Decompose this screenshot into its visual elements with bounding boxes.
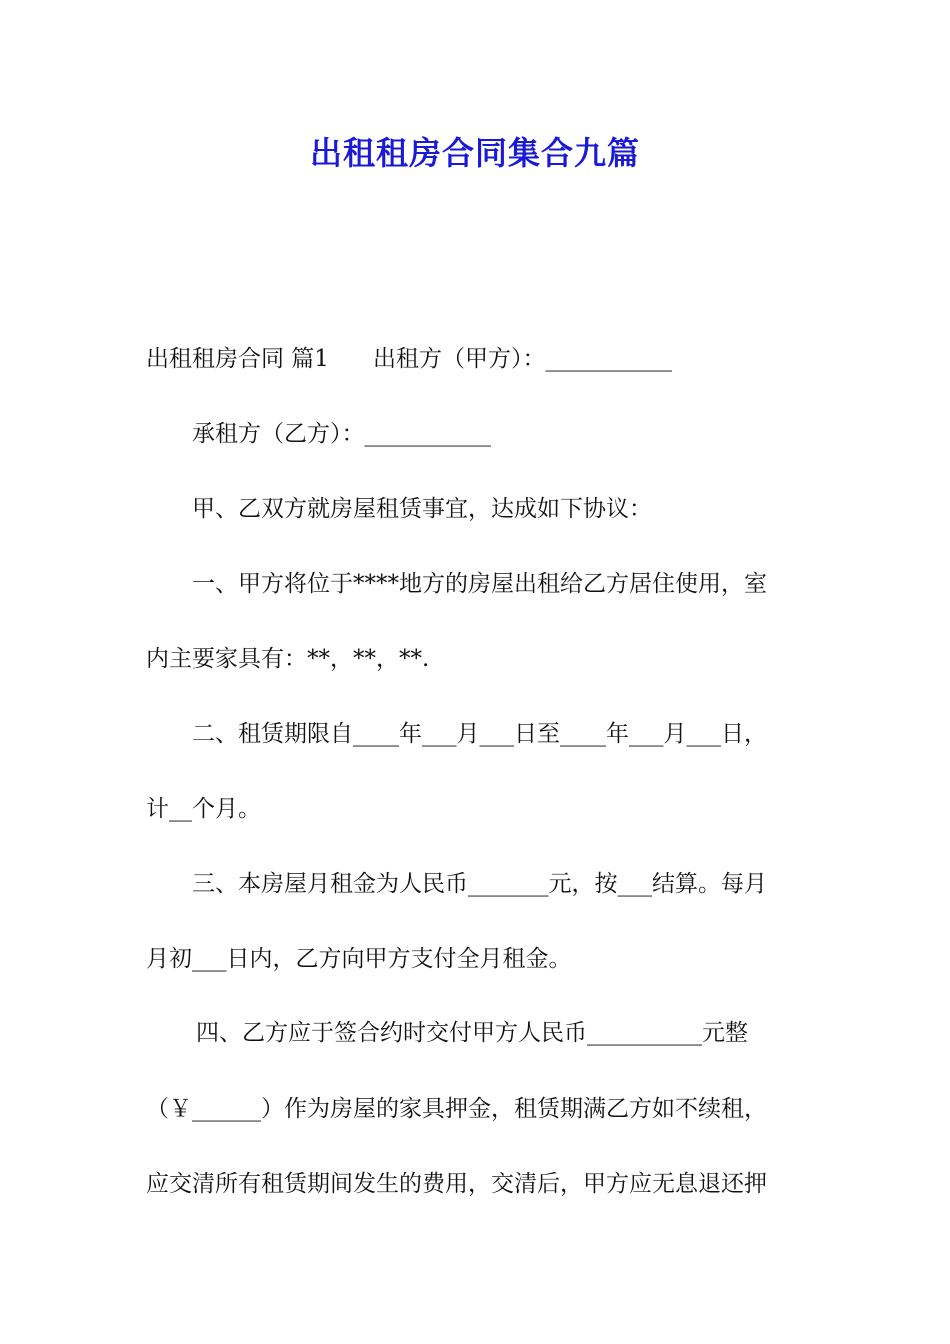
document-title: 出租租房合同集合九篇 [309, 134, 640, 172]
clause-4-line-1: 四、乙方应于签合约时交付甲方人民币__________元整 [196, 1020, 748, 1046]
clause-4-line-3: 应交清所有租赁期间发生的费用，交清后，甲方应无息退还押 [146, 1171, 767, 1197]
clause-2-line-1: 二、租赁期限自____年___月___日至____年___月___日， [192, 721, 767, 747]
clause-2-line-2: 计__个月。 [146, 796, 261, 822]
clause-3-line-1: 三、本房屋月租金为人民币_______元，按___结算。每月 [192, 871, 767, 897]
lessee-line: 承租方（乙方）：___________ [192, 421, 491, 447]
contract-section-label: 出租租房合同 篇1 [146, 346, 329, 372]
contract-heading-line [146, 344, 808, 374]
lessor-field: 出租方（甲方）：___________ [372, 346, 672, 372]
agreement-intro: 甲、乙双方就房屋租赁事宜，达成如下协议： [192, 496, 652, 522]
clause-3-line-2: 月初___日内，乙方向甲方支付全月租金。 [146, 946, 572, 972]
clause-1-line-2: 内主要家具有：**，**，**. [146, 646, 430, 672]
clause-1-line-1: 一、甲方将位于****地方的房屋出租给乙方居住使用，室 [192, 571, 767, 597]
clause-4-line-2: （￥______）作为房屋的家具押金，租赁期满乙方如不续租， [146, 1096, 767, 1122]
